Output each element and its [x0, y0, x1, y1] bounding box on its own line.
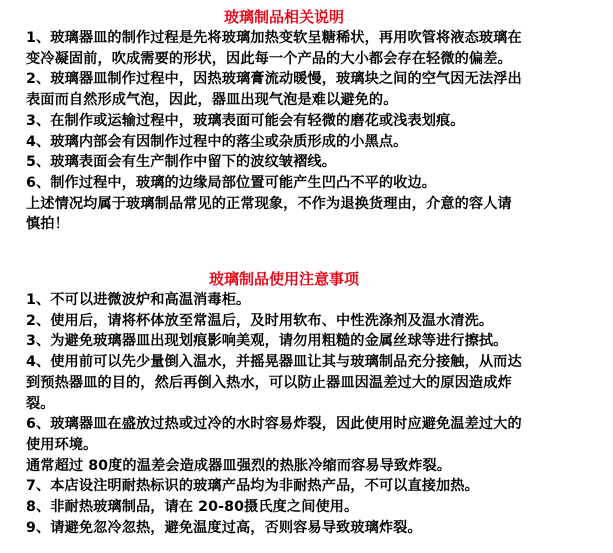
text-line: 慎拍！: [26, 216, 69, 233]
disclaimer-note: [0, 194, 613, 235]
list-item: [0, 497, 613, 518]
text-line: 使用环境。: [26, 436, 98, 453]
usage-precautions-section: [0, 268, 613, 538]
text-line: 3、在制作或运输过程中，玻璃表面可能会有轻微的磨花或浅表划痕。: [26, 112, 465, 129]
text-line: 4、使用前可以先少量倒入温水，并摇晃器皿让其与玻璃制品充分接触，从而达: [26, 354, 522, 371]
list-item: [0, 132, 613, 153]
section-title: 玻璃制品使用注意事项: [209, 270, 360, 288]
text-line: 3、为避免玻璃器皿出现划痕影响美观，请勿用粗糙的金属丝球等进行擦拭。: [26, 333, 508, 350]
text-line: 7、本店设注明耐热标识的玻璃产品均为非耐热产品，不可以直接加热。: [26, 478, 479, 495]
text-line: 2、玻璃器皿制作过程中，因热玻璃膏流动暖慢，玻璃块之间的空气因无法浮出: [26, 71, 522, 88]
text-line: 5、玻璃表面会有生产制作中留下的波纹皱褶线。: [26, 154, 337, 171]
list-item: [0, 152, 613, 173]
text-line: 到预热器皿的目的，然后再倒入热水，可以防止器皿因温差过大的原因造成炸: [26, 374, 512, 391]
list-item: [0, 173, 613, 194]
text-line: 1、玻璃器皿的制作过程是先将玻璃加热变软呈糖稀状，再用吹管将液态玻璃在: [26, 30, 522, 46]
list-item: [0, 69, 613, 110]
list-item: [0, 331, 613, 352]
text-line: 6、制作过程中，玻璃的边缘局部位置可能产生凹凸不平的收边。: [26, 174, 437, 191]
list-item: [0, 476, 613, 497]
text-line: 4、玻璃内部会有因制作过程中的落尘或杂质形成的小黑点。: [26, 133, 408, 150]
text-line: 2、使用后，请将杯体放至常温后，及时用软布、中性洗涤剂及温水清洗。: [26, 312, 494, 329]
text-line: 9、请避免忽冷忽热，避免温度过高，否则容易导致玻璃炸裂。: [26, 519, 422, 536]
text-line: 1、不可以进微波炉和高温消毒柜。: [26, 292, 251, 308]
list-item: [0, 28, 613, 69]
text-line: 裂。: [26, 395, 55, 412]
section-title: 玻璃制品相关说明: [224, 8, 345, 26]
list-item: [0, 111, 613, 132]
text-line: 通常超过 80度的温差会造成器皿强烈的热胀冷缩而容易导致炸裂。: [26, 457, 452, 474]
list-item: [0, 290, 613, 311]
text-line: 6、玻璃器皿在盛放过热或过冷的水时容易炸裂，因此使用时应避免温差过大的: [26, 416, 522, 433]
list-item: [0, 352, 613, 414]
text-line: 上述情况均属于玻璃制品常见的正常现象，不作为退换货理由，介意的容人请: [26, 195, 512, 212]
list-item: [0, 311, 613, 332]
text-line: 8、非耐热玻璃制品，请在 20-80摄氏度之间使用。: [26, 499, 359, 516]
text-line: 变冷凝固前，吹成需要的形状，因此每一个产品的大小都会存在轻微的偏差。: [26, 50, 512, 67]
list-item: [0, 518, 613, 539]
glass-product-description-section: [0, 6, 613, 235]
list-item: [0, 414, 613, 476]
text-line: 表面而自然形成气泡，因此，器皿出现气泡是难以避免的。: [26, 92, 398, 109]
